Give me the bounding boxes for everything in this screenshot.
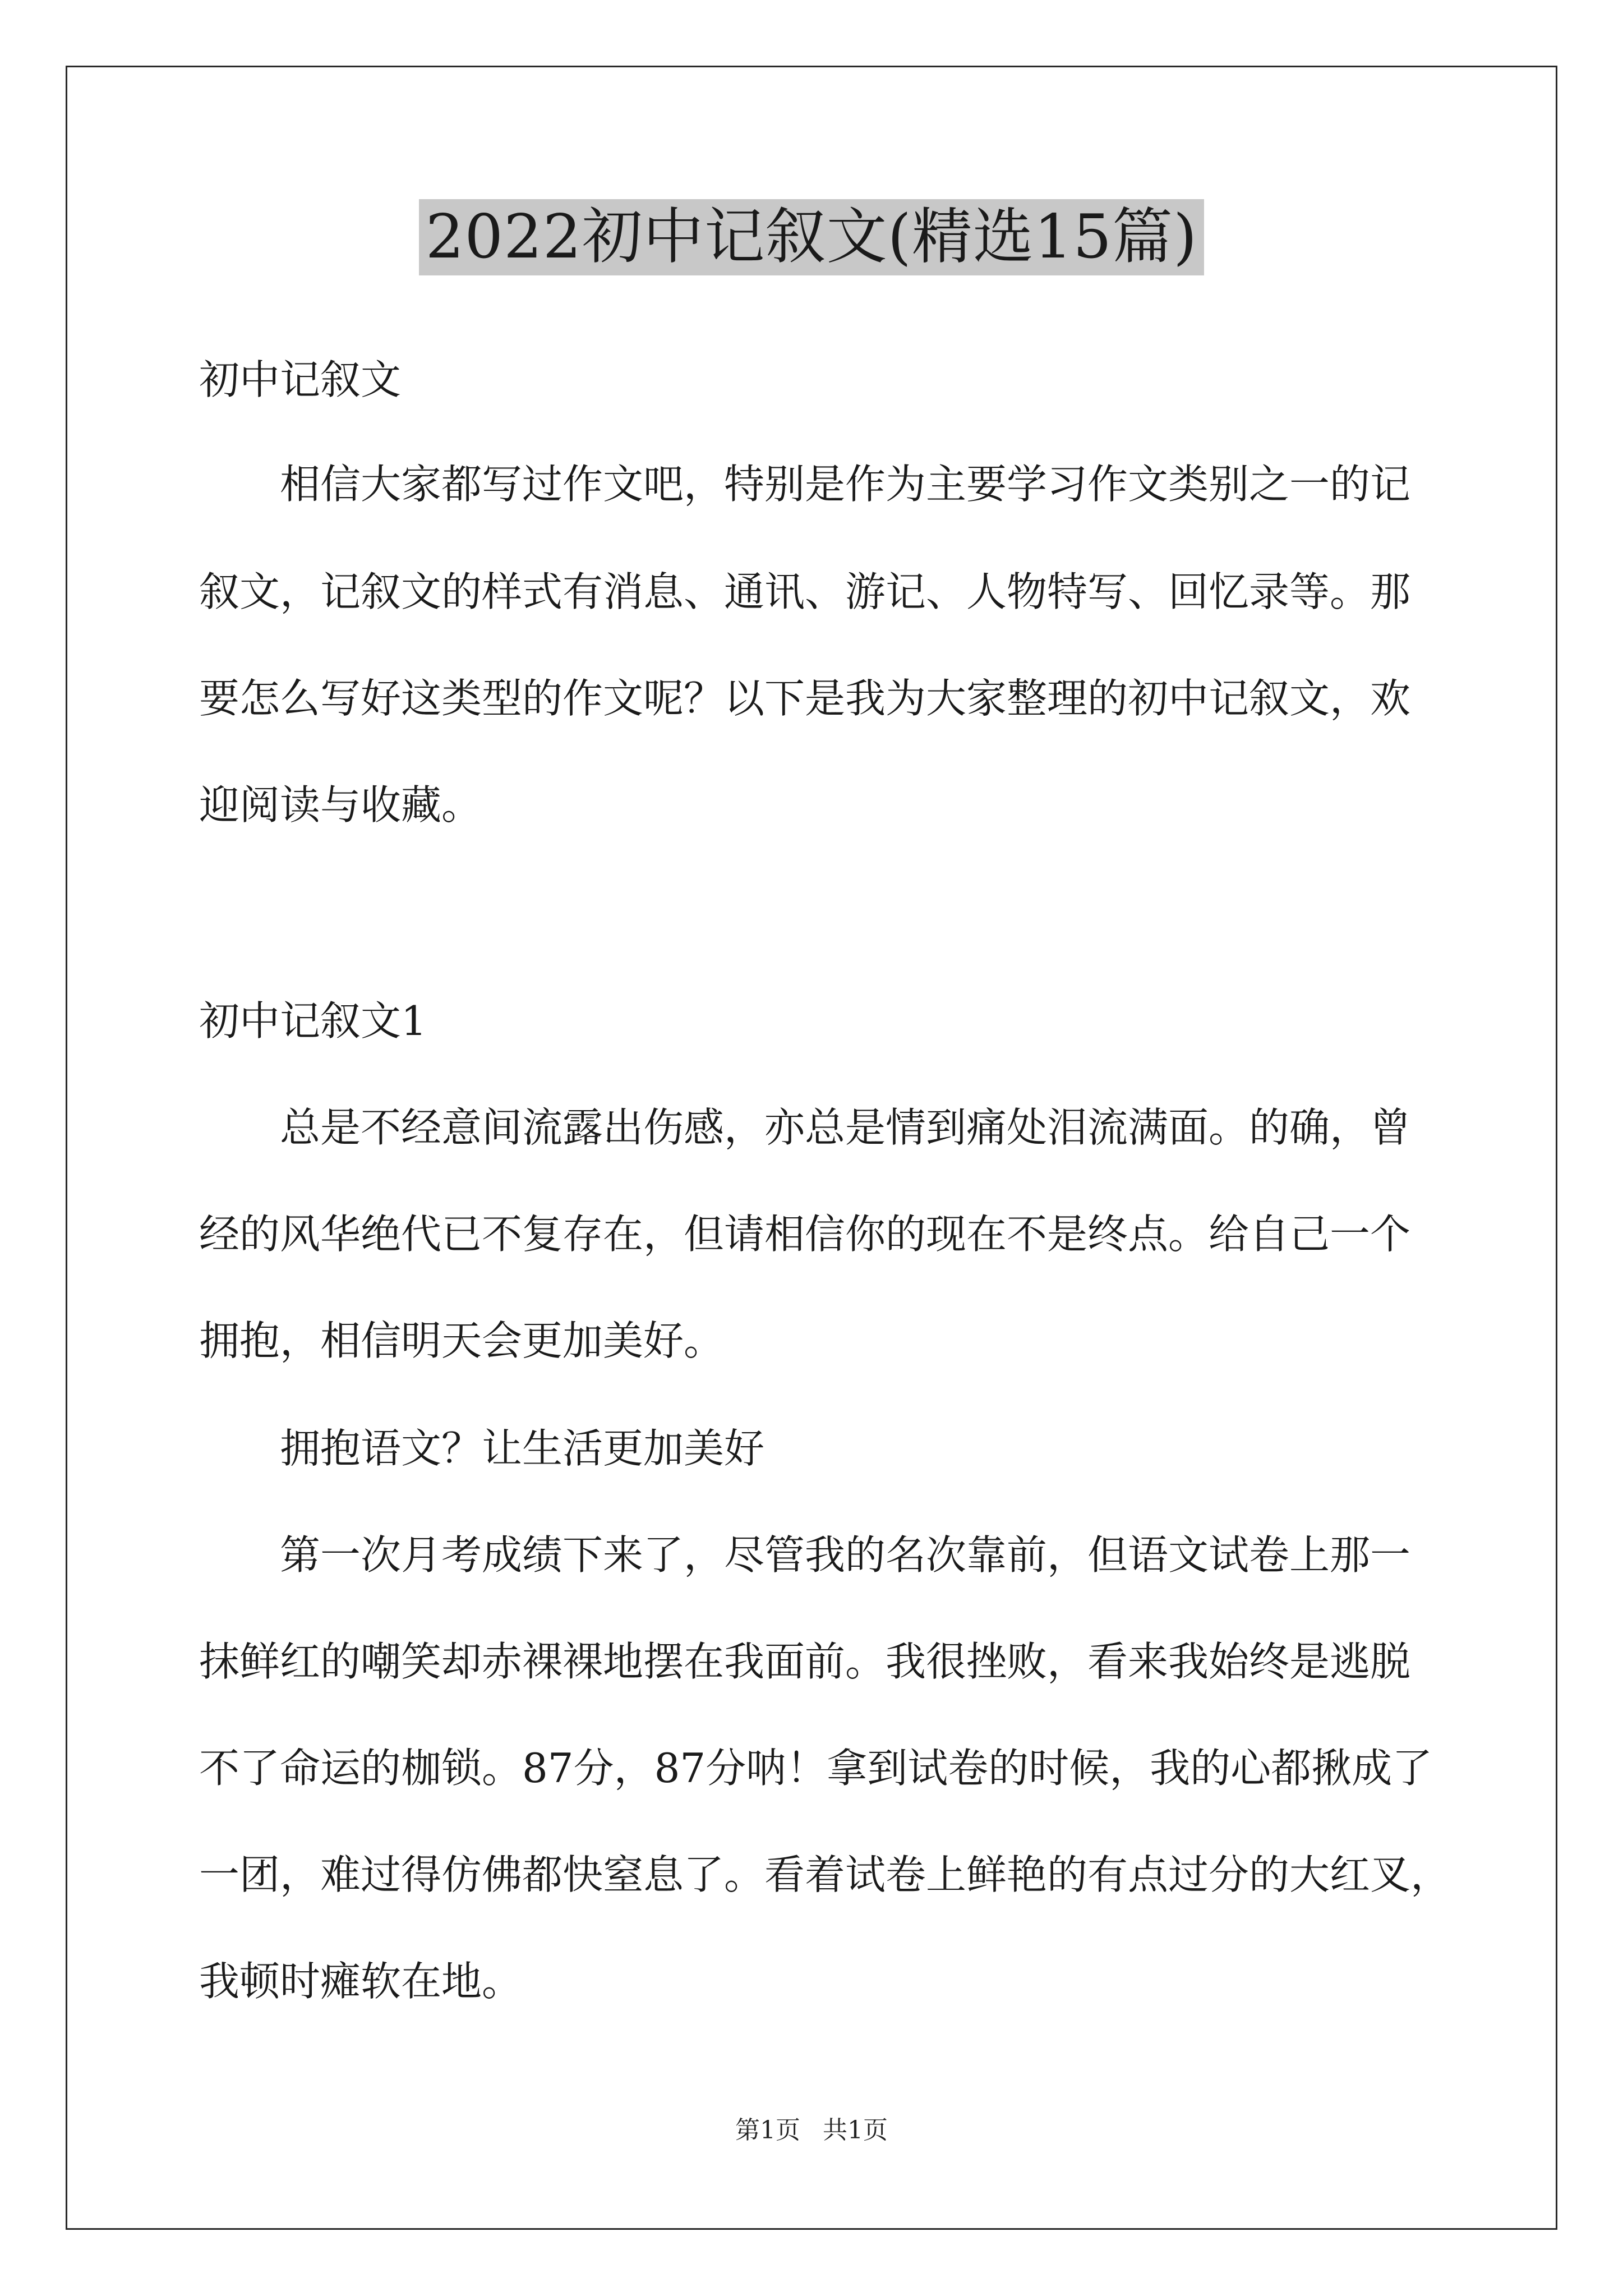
- intro-line: 叙文，记叙文的样式有消息、通讯、游记、人物特写、回忆录等。那: [199, 568, 1411, 615]
- section-heading: 初中记叙文: [199, 356, 402, 403]
- paragraph-line: 拥抱，相信明天会更加美好。: [199, 1317, 725, 1364]
- page-number: 第1页: [735, 2116, 800, 2145]
- page-footer: [0, 2115, 1623, 2146]
- paragraph-line: 总是不经意间流露出伤感，亦总是情到痛处泪流满面。的确，曾: [280, 1104, 1411, 1151]
- paragraph-line: 第一次月考成绩下来了，尽管我的名次靠前，但语文试卷上那一: [280, 1531, 1411, 1579]
- paragraph-line: 一团，难过得仿佛都快窒息了。看着试卷上鲜艳的有点过分的大红叉，: [199, 1851, 1451, 1898]
- paragraph-line: 抹鲜红的嘲笑却赤裸裸地摆在我面前。我很挫败，看来我始终是逃脱: [199, 1638, 1411, 1685]
- intro-line: 迎阅读与收藏。: [199, 781, 482, 829]
- page-count: 共1页: [823, 2116, 888, 2145]
- document-title: 2022初中记叙文(精选15篇): [419, 199, 1205, 275]
- intro-line: 相信大家都写过作文吧，特别是作为主要学习作文类别之一的记: [280, 461, 1411, 508]
- paragraph-line: 我顿时瘫软在地。: [199, 1958, 523, 2005]
- paragraph-line: 经的风华绝代已不复存在，但请相信你的现在不是终点。给自己一个: [199, 1211, 1411, 1258]
- paragraph-line: 不了命运的枷锁。87分，87分呐！拿到试卷的时候，我的心都揪成了: [199, 1745, 1433, 1792]
- intro-line: 要怎么写好这类型的作文呢？以下是我为大家整理的初中记叙文，欢: [199, 675, 1411, 722]
- title-container: [0, 199, 1623, 275]
- essay-heading: 初中记叙文1: [199, 997, 427, 1045]
- essay-subtitle: 拥抱语文？让生活更加美好: [280, 1425, 765, 1472]
